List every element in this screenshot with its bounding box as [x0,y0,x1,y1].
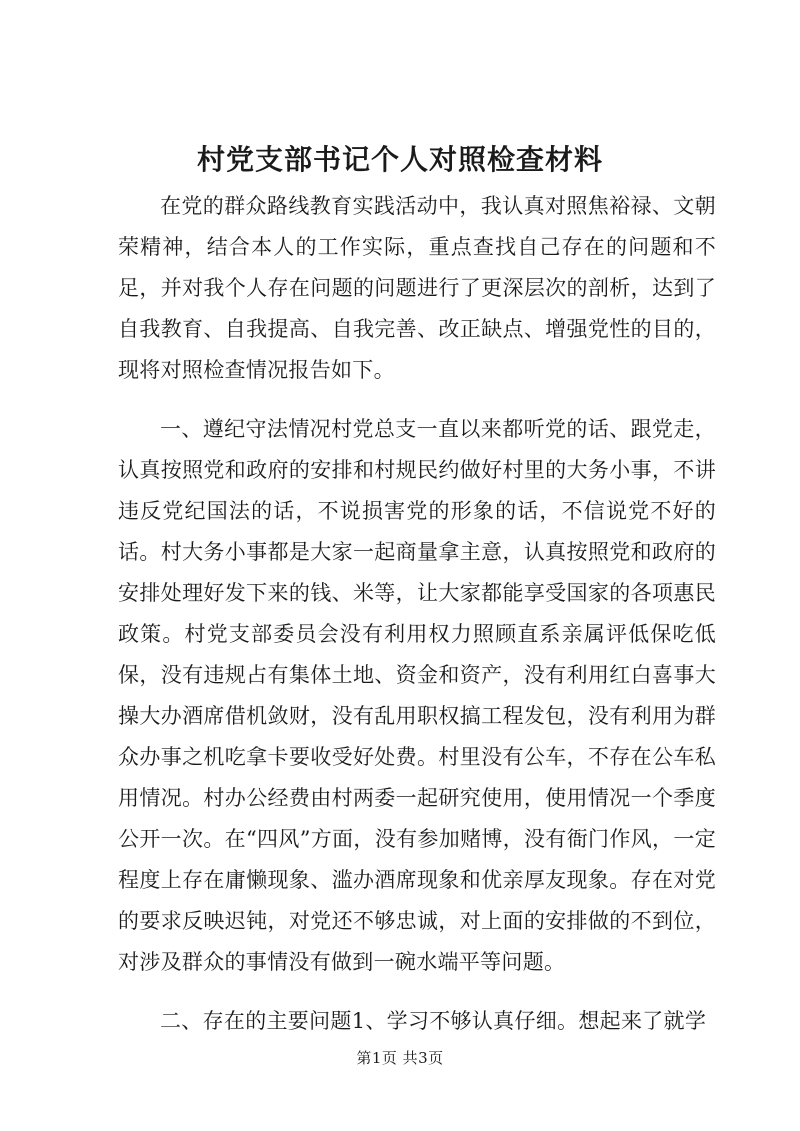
document-title: 村党支部书记个人对照检查材料 [196,143,603,176]
paragraph-section-two: 二、存在的主要问题1、学习不够认真仔细。想起来了就学 [160,1009,707,1033]
page-footer: 第1页 共3页 [356,1049,444,1067]
paragraph-intro: 在党的群众路线教育实践活动中，我认真对照焦裕禄、文朝荣精神，结合本人的工作实际，重点查找自己存在的问题和不足，并对我个人存在问题的问题进行了更深层次的剖析，达到了自我教育、自我提高、自我完善、改正缺点、增强党性的目的，现将对照检查情况报告如下。 [118,194,716,382]
paragraph-section-one: 一、遵纪守法情况村党总支一直以来都听党的话、跟党走，认真按照党和政府的安排和村规民约做好村里的大务小事，不讲违反党纪国法的话，不说损害党的形象的话，不信说党不好的话。村大务小事都是大家一起商量拿主意，认真按照党和政府的安排处理好发下来的钱、米等，让大家都能享受国家的各项惠民政策。村党支部委员会没有利用权力照顾直系亲属评低保吃低保，没有违规占有集体土地、资金和资产，没有利用红白喜事大操大办酒席借机敛财，没有乱用职权搞工程发包，没有利用为群众办事之机吃拿卡要收受好处费。村里没有公车，不存在公车私用情况。村办公经费由村两委一起研究使用，使用情况一个季度公开一次。在“四风”方面，没有参加赌博，没有衙门作风，一定程度上存在庸懒现象、滥办酒席现象和优亲厚友现象。存在对党的要求反映迟钝，对党还不够忠诚，对上面的安排做的不到位，对涉及群众的事情没有做到一碗水端平等问题。 [118,417,716,974]
document-body [118,186,716,1060]
